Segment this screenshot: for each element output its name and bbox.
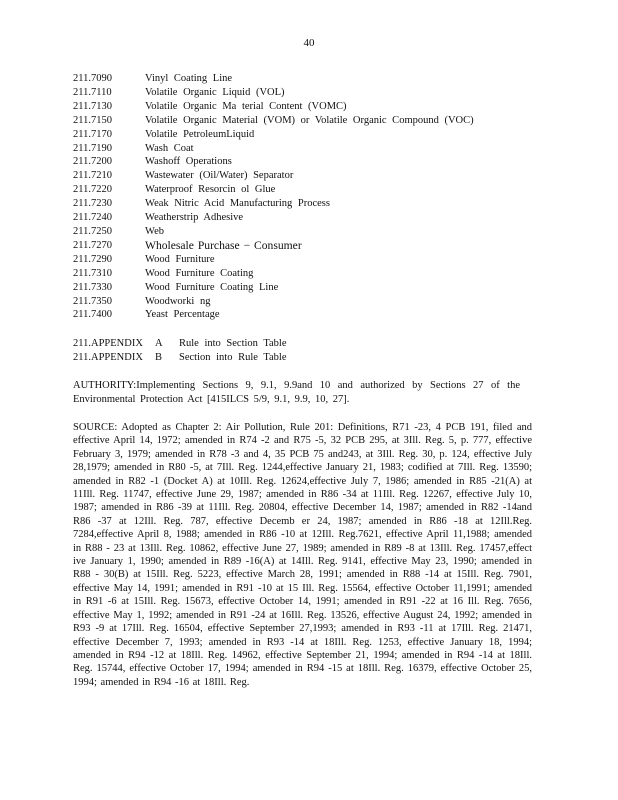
section-title: Woodworki ng <box>145 295 211 307</box>
section-entry <box>73 239 543 253</box>
section-list <box>73 72 543 322</box>
page-number: 40 <box>303 37 315 49</box>
source-paragraph: SOURCE: Adopted as Chapter 2: Air Pollution, Rule 201: Definitions, R71 -23, 4 PCB 191, filed and effective April 14, 1972; amended in R74 -2 and R75 -5, 32 PCB 295, at 3Ill. Reg. 5, p. 777, effective February 3, 1979; amended in R78 -3 and 4, 35 PCB 75 and243, at 3Ill. Reg. 30, p. 124, effective July 28,1979; amended in R80 -5, at 7Ill. Reg. 1244,effective January 21, 1983; codified at 7Ill. Reg. 13590; amended in R82 -1 (Docket A) at 10Ill. Reg. 12624,effective July 7, 1986; amended in R85 -21(A) at 11Ill. Reg. 11747, effective June 29, 1987; amended in R86 -34 at 11Ill. Reg. 12267, effective July 10, 1987; amended in R86 -39 at 11Ill. Reg. 20804, effective December 14, 1987; amended in R82 -14and R86 -37 at 12Ill. Reg. 787, effective Decemb er 24, 1987; amended in R86 -18 at 12Ill.Reg. 7284,effective April 8, 1988; amended in R86 -10 at 12Ill. Reg.7621, effective April 11,1988; amended in R88 - 23 at 13Ill. Reg. 10862, effective June 27, 1989; amended in R89 -8 at 13Ill. Reg. 17457,effect ive January 1, 1990; amended in R89 -16(A) at 14Ill. Reg. 9141, effective May 23, 1990; amended in R88 - 30(B) at 15Ill. Reg. 5223, effective March 28, 1991; amended in R88 -14 at 15Ill. Reg. 7901, effective May 14, 1991; amended in R91 -10 at 15 Ill. Reg. 15564, effective October 11,1991; amended in R91 -6 at 15Ill. Reg. 15673, effective October 14, 1991; amended in R91 -22 at 16 Ill. Reg. 7656, effective May 1, 1992; amended in R91 -24 at 16Ill. Reg. 13526, effective August 24, 1992; amended in R93 -9 at 17Ill. Reg. 16504, effective September 27,1993; amended in R93 -11 at 17Ill. Reg. 21471, effective December 7, 1993; amended in R93 -14 at 18Ill. Reg. 1253, effective January 18, 1994; amended in R94 -12 at 18Ill. Reg. 14962, effective September 21, 1994; amended in R94 -14 at 18Ill. Reg. 15744, effective October 17, 1994; amended in R94 -15 at 18Ill. Reg. 16379, effective October 25, 1994; amended in R94 -16 at 18Ill. Reg. <box>73 422 532 688</box>
section-entry <box>73 86 543 100</box>
section-entry <box>73 183 543 197</box>
section-title: Wood Furniture Coating <box>145 267 254 279</box>
section-number: 211.7230 <box>73 198 112 210</box>
section-number: 211.7200 <box>73 156 112 168</box>
section-title: Web <box>145 225 164 237</box>
section-title: Waterproof Resorcin ol Glue <box>145 184 276 196</box>
section-title: Volatile Organic Liquid (VOL) <box>145 86 285 98</box>
section-entry <box>73 114 543 128</box>
section-entry <box>73 295 543 309</box>
appendix-number: 211.APPENDIX <box>73 352 143 363</box>
section-number: 211.7220 <box>73 184 112 196</box>
section-title: Wash Coat <box>145 142 194 154</box>
section-entry <box>73 197 543 211</box>
section-number: 211.7170 <box>73 128 112 140</box>
appendix-entry <box>73 337 287 351</box>
section-number: 211.7150 <box>73 114 112 126</box>
section-entry <box>73 211 543 225</box>
section-entry <box>73 100 543 114</box>
appendix-number: 211.APPENDIX <box>73 338 143 349</box>
section-number: 211.7240 <box>73 212 112 224</box>
appendix-title: Section into Rule Table <box>179 352 287 363</box>
section-entry <box>73 281 543 295</box>
section-entry <box>73 225 543 239</box>
section-entry <box>73 169 543 183</box>
section-number: 211.7290 <box>73 253 112 265</box>
appendix-title: Rule into Section Table <box>179 338 287 349</box>
section-number: 211.7250 <box>73 225 112 237</box>
section-number: 211.7310 <box>73 267 112 279</box>
section-entry <box>73 253 543 267</box>
section-number: 211.7190 <box>73 142 112 154</box>
section-entry <box>73 128 543 142</box>
section-number: 211.7210 <box>73 170 112 182</box>
section-title: Wood Furniture Coating Line <box>145 281 279 293</box>
section-entry <box>73 308 543 322</box>
authority-paragraph: AUTHORITY:Implementing Sections 9, 9.1, 9.9and 10 and authorized by Sections 27 of the Environmental Protection Act [415ILCS 5/9, 9.1, 9.9, 10, 27]. <box>73 380 520 405</box>
section-title: Yeast Percentage <box>145 309 220 321</box>
section-entry <box>73 142 543 156</box>
section-entry <box>73 72 543 86</box>
appendix-letter: B <box>155 352 163 363</box>
section-title: Vinyl Coating Line <box>145 73 233 84</box>
appendix-entry <box>73 351 287 365</box>
section-number: 211.7110 <box>73 86 112 98</box>
section-title: Wastewater (Oil/Water) Separator <box>145 170 294 182</box>
section-title: Wholesale Purchase − Consumer <box>145 238 302 252</box>
section-number: 211.7350 <box>73 295 112 307</box>
section-entry <box>73 267 543 281</box>
section-entry <box>73 155 543 169</box>
appendix-list <box>73 337 287 365</box>
section-number: 211.7330 <box>73 281 112 293</box>
section-number: 211.7130 <box>73 100 112 112</box>
section-title: Wood Furniture <box>145 253 215 265</box>
section-title: Weatherstrip Adhesive <box>145 212 244 224</box>
section-title: Washoff Operations <box>145 156 232 168</box>
section-title: Volatile Organic Ma terial Content (VOMC) <box>145 100 347 112</box>
section-number: 211.7270 <box>73 239 112 251</box>
section-number: 211.7400 <box>73 309 112 321</box>
section-number: 211.7090 <box>73 73 112 84</box>
section-title: Weak Nitric Acid Manufacturing Process <box>145 198 330 210</box>
section-title: Volatile Organic Material (VOM) or Volatile Organic Compound (VOC) <box>145 114 474 126</box>
appendix-letter: A <box>155 338 163 349</box>
section-title: Volatile PetroleumLiquid <box>145 128 255 140</box>
